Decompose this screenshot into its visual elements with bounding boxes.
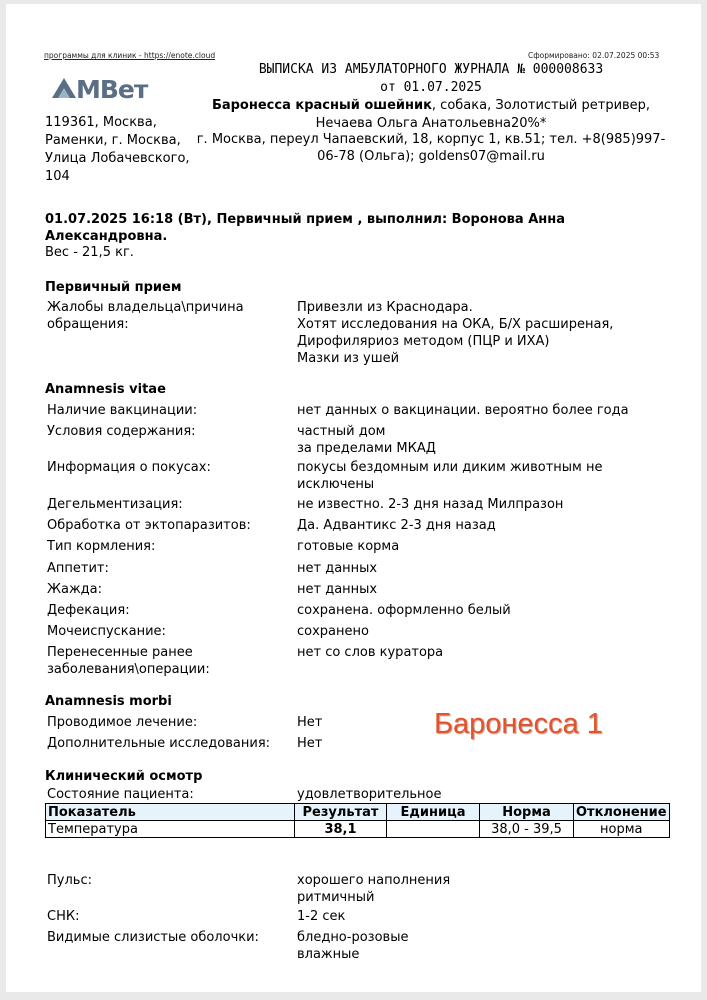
table-cell: норма [574, 821, 670, 838]
handwritten-label: Баронесса 1 [434, 708, 603, 740]
row-label: Жалобы владельца\причина обращения: [47, 300, 244, 332]
row-value: сохранено [297, 624, 369, 639]
row-value: нет данных [297, 561, 378, 576]
exam-table [45, 803, 670, 838]
row-value: Нет [297, 715, 323, 730]
source-link[interactable]: программы для клиник - https://enote.cloud [44, 51, 216, 60]
row-label: Мочеиспускание: [47, 624, 166, 639]
column-header: Результат [295, 804, 387, 821]
row-value: нет данных [297, 582, 378, 597]
row-value: Привезли из Краснодара. Хотят исследования на ОКА, Б/Х расширеная, Дирофиляриоз методом (ПЦР и ИХА) Мазки из ушей [297, 300, 614, 366]
document-date: от 01.07.2025 [380, 80, 482, 95]
table-cell: 38,1 [295, 821, 387, 838]
patient-line [191, 97, 671, 115]
owner-name: Нечаева Ольга Анатольевна20%* [315, 116, 547, 131]
row-label: Жажда: [47, 582, 103, 597]
column-header: Показатель [46, 804, 295, 821]
patient-name: Баронесса красный ошейник [211, 98, 432, 113]
column-header: Отклонение [574, 804, 670, 821]
table-cell: 38,0 - 39,5 [480, 821, 574, 838]
patient-description: , собака, Золотистый ретривер, [431, 98, 651, 113]
row-label: Перенесенные ранее заболевания\операции: [47, 645, 210, 677]
row-label: Проводимое лечение: [47, 715, 198, 730]
row-label: Дефекация: [47, 603, 130, 618]
row-value: нет данных о вакцинации. вероятно более года [297, 403, 629, 418]
row-label: Состояние пациента: [47, 787, 194, 802]
row-label: Наличие вакцинации: [47, 403, 198, 418]
section-morbi-heading: Anamnesis morbi [45, 694, 172, 709]
row-value: частный дом за пределами МКАД [297, 424, 436, 456]
row-value: 1-2 сек [297, 909, 346, 924]
row-label: Дополнительные исследования: [47, 736, 271, 751]
clinic-address: 119361, Москва, Раменки, г. Москва, Улица Лобачевского, 104 [45, 115, 190, 184]
clinic-logo [50, 72, 182, 104]
row-label: Аппетит: [47, 561, 109, 576]
row-value: готовые корма [297, 539, 400, 554]
row-value: покусы бездомным или диким животным не исключены [297, 460, 603, 492]
section-vitae-heading: Anamnesis vitae [45, 382, 166, 397]
row-label: Условия содержания: [47, 424, 196, 439]
visit-title: 01.07.2025 16:18 (Вт), Первичный прием , выполнил: Воронова Анна Александровна. [45, 212, 565, 244]
section-exam-heading: Клинический осмотр [45, 769, 203, 784]
row-label: Дегельментизация: [47, 497, 183, 512]
row-label: Пульс: [47, 873, 92, 888]
document-page [6, 4, 701, 992]
row-label: СНК: [47, 909, 80, 924]
document-title: ВЫПИСКА ИЗ АМБУЛАТОРНОГО ЖУРНАЛА № 000008633 [258, 62, 604, 77]
section-primary-heading: Первичный прием [45, 280, 182, 295]
svg-text:MBет: MBет [76, 75, 148, 104]
column-header: Единица [387, 804, 480, 821]
row-value: сохранена. оформленно белый [297, 603, 511, 618]
row-value: удовлетворительное [297, 787, 442, 802]
row-label: Видимые слизистые оболочки: [47, 930, 259, 945]
patient-weight: Вес - 21,5 кг. [45, 245, 134, 260]
row-value: не известно. 2-3 дня назад Милпразон [297, 497, 564, 512]
owner-contacts: г. Москва, переул Чапаевский, 18, корпус 1, кв.51; тел. +8(985)997-06-78 (Ольга); goldens07@mail.ru [196, 132, 666, 164]
table-header-row [46, 804, 670, 821]
row-label: Обработка от эктопаразитов: [47, 518, 251, 533]
column-header: Норма [480, 804, 574, 821]
table-cell: Температура [46, 821, 295, 838]
generated-timestamp: Сформировано: 02.07.2025 00:53 [528, 51, 660, 60]
table-cell [387, 821, 480, 838]
row-value: бледно-розовые влажные [297, 930, 409, 962]
row-label: Информация о покусах: [47, 460, 211, 475]
row-value: Нет [297, 736, 323, 751]
row-value: Да. Адвантикс 2-3 дня назад [297, 518, 496, 533]
row-value: хорошего наполнения ритмичный [297, 873, 451, 905]
table-row [46, 821, 670, 838]
row-label: Тип кормления: [47, 539, 156, 554]
row-value: нет со слов куратора [297, 645, 444, 660]
